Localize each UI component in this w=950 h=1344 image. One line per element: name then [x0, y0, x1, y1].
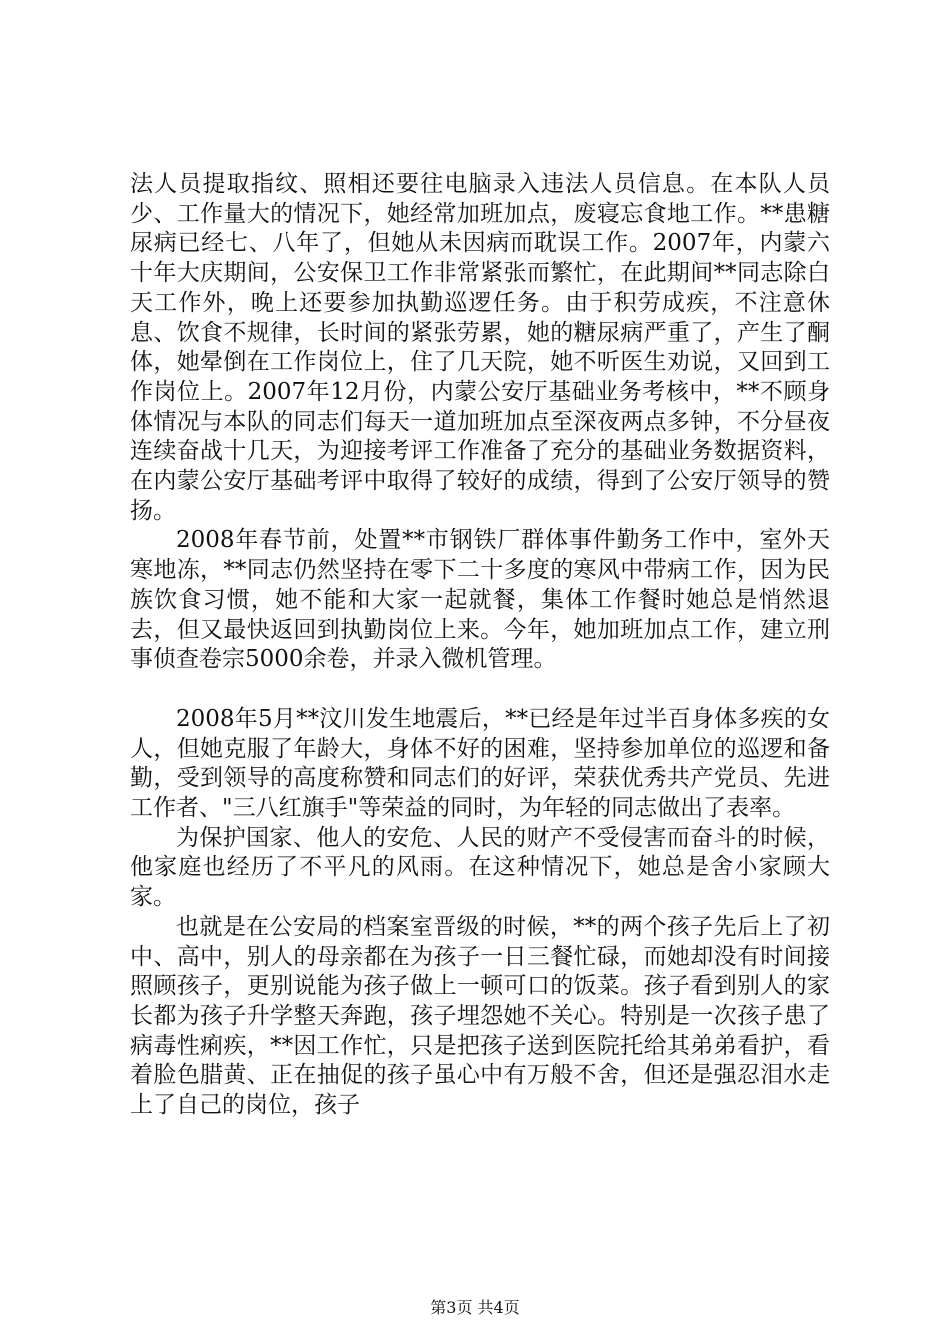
paragraph-spring-festival: 2008年春节前，处置**市钢铁厂群体事件勤务工作中，室外天寒地冻，**同志仍然坚持在零下二十多度的寒风中带病工作，因为民族饮食习惯，她不能和大家一起就餐，集体工作餐时她总是悄然退去，但又最快返回到执勤岗位上来。今年，她加班加点工作，建立刑事侦查卷宗5000余卷，并录入微机管理。	[130, 527, 830, 673]
paragraph-family: 为保护国家、他人的安危、人民的财产不受侵害而奋斗的时候，他家庭也经历了不平凡的风雨。在这种情况下，她总是舍小家顾大家。	[130, 824, 830, 911]
paragraph-earthquake: 2008年5月**汶川发生地震后，**已经是年过半百身体多疾的女人，但她克服了年龄大，身体不好的困难，坚持参加单位的巡逻和备勤，受到领导的高度称赞和同志们的好评，荣获优秀共产党员、先进工作者、"三八红旗手"等荣益的同时，为年轻的同志做出了表率。	[130, 705, 830, 822]
paragraph-continuation: 法人员提取指纹、照相还要往电脑录入违法人员信息。在本队人员少、工作量大的情况下，她经常加班加点，废寝忘食地工作。**患糖尿病已经七、八年了，但她从未因病而耽误工作。2007年，内蒙六十年大庆期间，公安保卫工作非常紧张而繁忙，在此期间**同志除白天工作外，晚上还要参加执勤巡逻任务。由于积劳成疾，不注意休息、饮食不规律，长时间的紧张劳累，她的糖尿病严重了，产生了酮体，她晕倒在工作岗位上，住了几天院，她不听医生劝说，又回到工作岗位上。2007年12月份，内蒙公安厅基础业务考核中，**不顾身体情况与本队的同志们每天一道加班加点至深夜两点多钟，不分昼夜连续奋战十几天，为迎接考评工作准备了充分的基础业务数据资料，在内蒙公安厅基础考评中取得了较好的成绩，得到了公安厅领导的赞扬。	[130, 171, 830, 524]
paragraph-gap	[130, 675, 830, 705]
page-number-footer: 第3页 共4页	[430, 1298, 520, 1317]
document-body	[130, 170, 830, 1121]
paragraph-children: 也就是在公安局的档案室晋级的时候，**的两个孩子先后上了初中、高中，别人的母亲都在为孩子一日三餐忙碌，而她却没有时间接照顾孩子，更别说能为孩子做上一顿可口的饭菜。孩子看到别人的家长都为孩子升学整天奔跑，孩子埋怨她不关心。特别是一次孩子患了病毒性痢疾，**因工作忙，只是把孩子送到医院托给其弟弟看护，看着脸色腊黄、正在抽促的孩子虽心中有万般不舍，但还是强忍泪水走上了自己的岗位，孩子	[130, 913, 830, 1119]
